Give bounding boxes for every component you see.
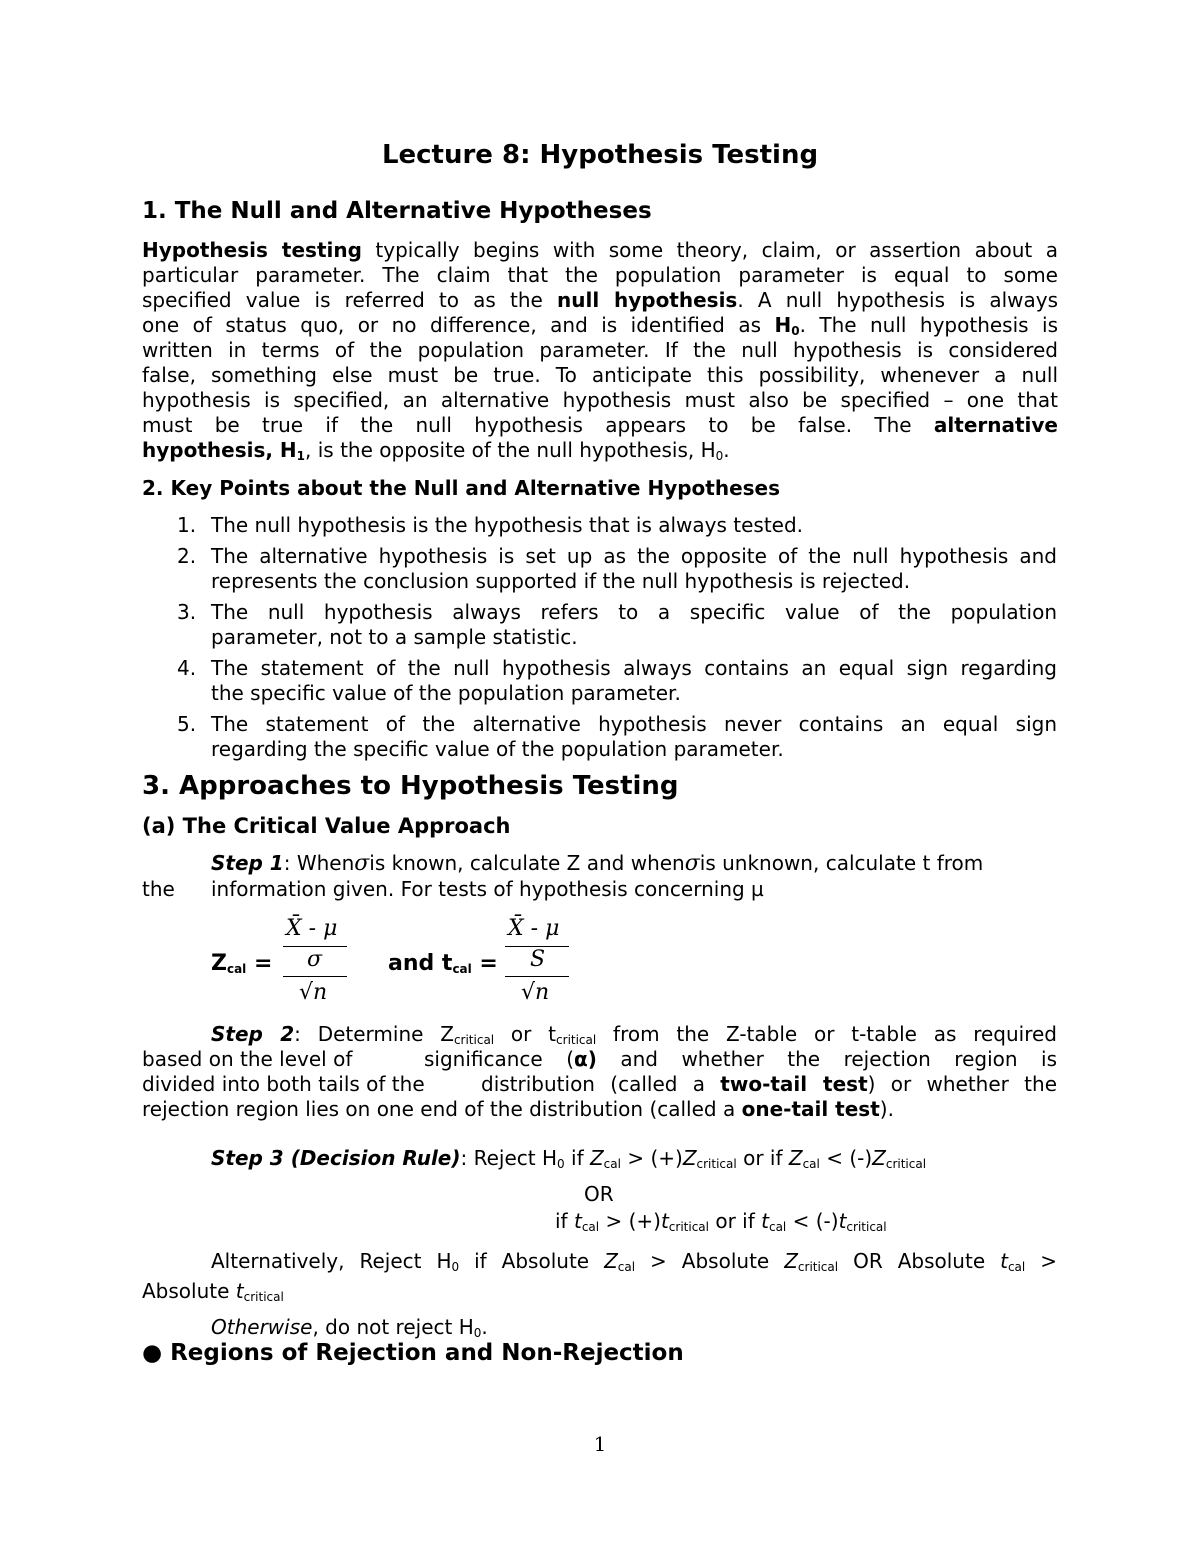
s1-line-8: must be true if the null hypothesis appears to be false. The alternative	[142, 413, 1058, 437]
or-separator: OR	[584, 1182, 614, 1206]
step-1-the: the	[142, 877, 175, 901]
step-2-line-3b: distribution (called a two-tail test) or whether the	[481, 1072, 1057, 1096]
section-3-heading: 3. Approaches to Hypothesis Testing	[142, 771, 679, 801]
s1-line-6: false, something else must be true. To anticipate this possibility, whenever a null	[142, 363, 1058, 387]
t-numerator: X̄ - μ	[508, 916, 560, 941]
alternative-rule-line-1: Alternatively, Reject $H_0$ if Absolute $Z_{cal}$ > Absolute $Z_{critical}$ OR Absolute $t_{cal}$ >	[211, 1249, 1057, 1274]
list-item-line: The null hypothesis is the hypothesis that is always tested.	[211, 513, 804, 537]
z-inner-line	[283, 976, 347, 977]
list-item-line: the specific value of the population parameter.	[211, 681, 681, 705]
step-3-t-rule: if $t_{cal} > (+)t_{critical}$ or if $t_{cal} < (-)t_{critical}$	[555, 1209, 887, 1234]
t-denominator-s: S	[530, 947, 546, 972]
alternative-rule-line-2: Absolute $t_{critical}$	[142, 1279, 284, 1304]
step-3-decision-rule: Step 3 (Decision Rule): Reject $H_0$ if $Z_{cal} > (+)Z_{critical}$ or if $Z_{cal} < (-)Z_{critical}$	[211, 1146, 927, 1171]
t-inner-line	[505, 976, 569, 977]
step-2-line-4: rejection region lies on one end of the distribution (called a one-tail test).	[142, 1097, 894, 1121]
subsection-a-heading: (a) The Critical Value Approach	[142, 814, 511, 838]
list-item-number: 1.	[177, 513, 197, 537]
page-number: 1	[593, 1432, 607, 1456]
s1-line-5: written in terms of the population parameter. If the null hypothesis is considered	[142, 338, 1058, 362]
step-2-line-3a: divided into both tails of the	[142, 1072, 425, 1096]
step-1-line-1: Step 1: Whenσis known, calculate Z and whenσis unknown, calculate t from	[211, 851, 984, 876]
list-item-number: 2.	[177, 544, 197, 568]
s1-line-3: specified value is referred to as the null hypothesis. A null hypothesis is always	[142, 288, 1058, 312]
bullet-icon: ●	[142, 1340, 163, 1366]
list-item-line: The alternative hypothesis is set up as the opposite of the null hypothesis and	[211, 544, 1057, 568]
z-cal-label: $Z_{cal}$ =	[211, 951, 273, 976]
s1-line-2: particular parameter. The claim that the population parameter is equal to some	[142, 263, 1058, 287]
step-2-line-2b: significance (α) and whether the rejection region is	[424, 1047, 1057, 1071]
list-item-number: 5.	[177, 712, 197, 736]
list-item-line: The statement of the null hypothesis always contains an equal sign regarding	[211, 656, 1057, 680]
list-item-line: The statement of the alternative hypothesis never contains an equal sign	[211, 712, 1057, 736]
s1-line-1: Hypothesis testing typically begins with some theory, claim, or assertion about a	[142, 238, 1058, 262]
list-item-line: represents the conclusion supported if the null hypothesis is rejected.	[211, 569, 911, 593]
list-item-line: parameter, not to a sample statistic.	[211, 625, 578, 649]
z-root-n: √n	[299, 980, 328, 1005]
z-numerator: X̄ - μ	[286, 916, 338, 941]
list-item-number: 4.	[177, 656, 197, 680]
list-item-line: regarding the specific value of the population parameter.	[211, 737, 784, 761]
section-2-heading: 2. Key Points about the Null and Alternative Hypotheses	[142, 476, 781, 500]
s1-line-7: hypothesis is specified, an alternative hypothesis must also be specified – one that	[142, 388, 1058, 412]
step-1-line-2: information given. For tests of hypothesis concerning µ	[211, 877, 764, 901]
page-title: Lecture 8: Hypothesis Testing	[381, 140, 819, 170]
t-root-n: √n	[521, 980, 550, 1005]
section-1-heading: 1. The Null and Alternative Hypotheses	[142, 198, 652, 224]
list-item-number: 3.	[177, 600, 197, 624]
s1-line-9: hypothesis, $H_1$, is the opposite of the null hypothesis, $H_0$.	[142, 438, 730, 463]
z-denominator-sigma: σ	[307, 947, 323, 972]
step-2-line-2a: based on the level of	[142, 1047, 353, 1071]
step-2-line-1: Step 2: Determine $Z_{critical}$ or $t_{critical}$ from the Z-table or t-table as required	[211, 1022, 1058, 1047]
s1-line-4: one of status quo, or no difference, and is identified as $H_0$. The null hypothesis is	[142, 313, 1059, 338]
regions-heading: ● Regions of Rejection and Non-Rejection	[142, 1340, 684, 1366]
otherwise-line: Otherwise, do not reject $H_0$.	[211, 1315, 488, 1340]
t-cal-label: and $t_{cal}$ =	[388, 951, 498, 976]
list-item-line: The null hypothesis always refers to a specific value of the population	[211, 600, 1057, 624]
